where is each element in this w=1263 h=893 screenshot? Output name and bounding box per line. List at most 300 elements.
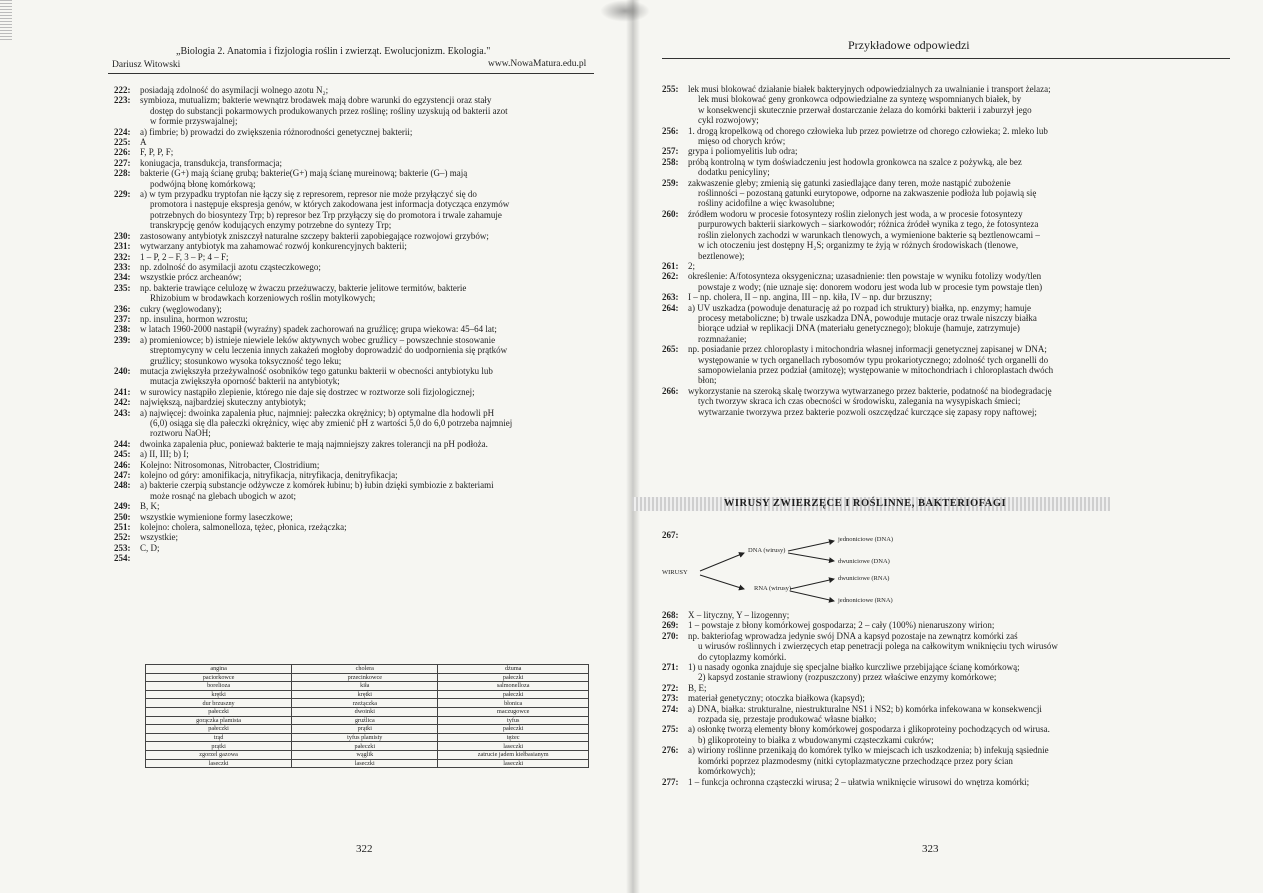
answer-line: [662, 178, 1244, 188]
table-cell: pałeczki: [438, 673, 589, 682]
answer-number: 257:: [662, 146, 679, 157]
answer-line: [114, 480, 614, 490]
answer-line: [114, 418, 614, 428]
answer-text: a) najwięcej: dwoinka zapalenia płuc, najmniej: pałeczka okrężnicy; b) optymalne dla hodowli pH: [140, 407, 495, 418]
answer-text: roślinności – pozostaną gatunki eurytopowe, odporne na zakwaszenie podłoża lub pojawią się: [698, 188, 1037, 199]
answer-text: B, E;: [688, 682, 707, 693]
section-header: WIRUSY ZWIERZĘCE I ROŚLINNE, BAKTERIOFAGI: [632, 497, 1110, 511]
table-cell: maczugowce: [438, 707, 589, 716]
answer-number: [662, 407, 688, 417]
answer-text: materiał genetyczny; otoczka białkowa (kapsyd);: [688, 693, 865, 704]
answer-text: X – lityczny, Y – lizogenny;: [688, 610, 790, 620]
table-row: [146, 733, 589, 742]
answer-text: tych tworzyw skraca ich czas obecności w środowisku, zalegania na wysypiskach śmieci;: [698, 396, 1021, 407]
answer-line: [114, 356, 614, 366]
answer-line: [114, 179, 614, 189]
answer-text: kolejno od góry: amonifikacja, nitryfikacja, nitryfikacja, denitryfikacja;: [140, 470, 398, 481]
answer-line: [114, 106, 614, 116]
table-cell: prątki: [146, 742, 292, 751]
answer-text: cykl rozwojowy;: [698, 115, 759, 126]
answer-number: 275:: [662, 724, 679, 735]
answer-number: [662, 714, 688, 724]
answer-text: purpurowych bakterii siarkowych – siarkowodór; różnica źródeł wynika z tego, że fotosynteza: [698, 219, 1039, 230]
answer-line: [662, 84, 1244, 94]
table-row: [146, 699, 589, 708]
answer-line: [662, 756, 1244, 766]
table-cell: pałeczki: [438, 725, 589, 734]
answer-number: 253:: [114, 542, 131, 553]
answer-number: [662, 323, 688, 333]
answer-text: w konsekwencji skutecznie przerwał dostarczanie żelaza do komórki bakterii i zaburzył jego: [698, 104, 1032, 115]
answer-text: w surowicy nastąpiło zlepienie, którego nie daje się dostrzec w roztworze soli fizjologicznej;: [140, 386, 475, 397]
table-cell: gorączka plamista: [146, 716, 292, 725]
answer-line: [114, 220, 614, 230]
answer-number: 269:: [662, 620, 679, 631]
answer-number: [662, 756, 688, 766]
answer-text: roślin zielonych zachodzi w warunkach tlenowych, a wymienione bakterie są beztlenowcami –: [698, 229, 1040, 240]
table-cell: dwoinki: [292, 707, 438, 716]
answer-line: [114, 408, 614, 418]
table-row: [146, 716, 589, 725]
answer-line: [662, 662, 1244, 672]
answer-line: [662, 766, 1244, 776]
diagram-dna-single: jednoniciowe (DNA): [838, 536, 894, 543]
answer-line: [114, 137, 614, 147]
answer-number: [662, 652, 688, 662]
answer-line: [114, 158, 614, 168]
answer-line: [114, 314, 614, 324]
table-cell: laseczki: [146, 759, 292, 768]
answer-number: [662, 240, 688, 250]
answer-line: [114, 262, 614, 272]
left-answers-list: [114, 85, 614, 564]
answer-number: 241:: [114, 386, 131, 397]
answer-line: [662, 407, 1244, 417]
diagram-rna-double: dwuniciowe (RNA): [838, 575, 890, 582]
answer-text: największą, najbardziej skuteczny antybiotyk;: [140, 397, 306, 408]
answer-line: [662, 115, 1244, 125]
table-cell: tyfus plamisty: [292, 733, 438, 742]
pathogen-table: [145, 664, 589, 768]
answer-text: rośliny acidofilne a więc kwasolubne;: [698, 198, 835, 209]
answer-line: [114, 210, 614, 220]
answer-text: [140, 553, 614, 563]
answer-number: 230:: [114, 230, 131, 241]
answer-text: a) w tym przypadku tryptofan nie łączy się z represorem, represor nie może przyłączyć się do: [140, 189, 477, 200]
answer-line: [114, 501, 614, 511]
answer-number: 235:: [114, 282, 131, 293]
answer-line: [662, 631, 1244, 641]
answer-text: roztworu NaOH;: [150, 428, 211, 439]
table-row: [146, 742, 589, 751]
answer-number: 236:: [114, 303, 131, 314]
answer-number: 233:: [114, 261, 131, 272]
answer-line: [662, 386, 1244, 396]
table-cell: cholera: [292, 665, 438, 674]
arrow-to-dna: [700, 553, 744, 571]
answer-line: [114, 95, 614, 105]
answer-line: [662, 240, 1244, 250]
answer-text: beztlenowe);: [698, 250, 745, 261]
answer-text: 1 – funkcja ochronna cząsteczki wirusa; 2 – ułatwia wniknięcie wirusowi do wnętrza komórki;: [688, 776, 1030, 787]
answer-text: a) wiriony roślinne przenikają do komórek tylko w miejscach ich uszkodzenia; b) infekują sąsiednie: [688, 745, 1049, 756]
answer-line: [114, 543, 614, 553]
answer-text: określenie: A/fotosynteza oksygeniczna; uzasadnienie: tlen powstaje w wyniku fotolizy wody/tlen: [688, 271, 1042, 282]
table-row: [146, 750, 589, 759]
answer-line: [662, 652, 1244, 662]
answer-text: do cytoplazmy komórki.: [698, 651, 787, 662]
answer-line: [662, 94, 1244, 104]
answer-number: 263:: [662, 292, 679, 303]
answer-text: wszystkie;: [140, 532, 178, 543]
answer-number: [662, 230, 688, 240]
answer-line: [662, 745, 1244, 755]
answer-line: [662, 146, 1244, 156]
answer-number: [662, 94, 688, 104]
table-cell: pałeczki: [438, 690, 589, 699]
answer-line: [114, 324, 614, 334]
answer-text: w latach 1960-2000 nastąpił (wyraźny) spadek zachorowań na gruźlicę; grupa wiekowa: 45–64 lat;: [140, 324, 497, 335]
answer-text: a) UV uszkadza (powoduje denaturację aż po rozpad ich struktury) białka, np. enzymy; hamuje: [688, 302, 1031, 313]
answer-text: samopowielania przez podział (amitozę); występowanie w mitochondriach i chloroplastach dwóch: [698, 364, 1054, 375]
table-cell: laseczki: [438, 759, 589, 768]
answer-number: [114, 199, 140, 209]
answer-number: [114, 356, 140, 366]
answer-number: 250:: [114, 511, 131, 522]
answer-line: [662, 693, 1244, 703]
diagram-arrows: [662, 527, 962, 609]
answer-text: F, P, P, F;: [140, 147, 174, 158]
answer-text: np. insulina, hormon wzrostu;: [140, 313, 248, 324]
answer-line: [662, 219, 1244, 229]
answer-line: [662, 157, 1244, 167]
answer-number: 240:: [114, 365, 131, 376]
diagram-rna-single: jednoniciowe (RNA): [838, 597, 893, 604]
answer-line: [662, 188, 1244, 198]
answer-number: [114, 418, 140, 428]
answer-line: [662, 334, 1244, 344]
table-cell: angina: [146, 665, 292, 674]
answer-text: posiadają zdolność do asymilacji wolnego azotu N₂;: [140, 85, 329, 95]
answer-text: b) glikoproteiny to białka z wbudowanymi cząsteczkami cukrów;: [698, 734, 934, 745]
arrow-rna-double: [790, 579, 834, 589]
answer-number: [662, 167, 688, 177]
answer-number: 226:: [114, 147, 131, 158]
answer-number: [114, 116, 140, 126]
answer-line: [662, 355, 1244, 365]
answer-text: np. bakteriofag wprowadza jedynie swój DNA a kapsyd pozostaje na zewnątrz komórki zaś: [688, 630, 1018, 641]
answer-number: 258:: [662, 156, 679, 167]
answer-number: 232:: [114, 251, 131, 262]
answer-text: próbą kontrolną w tym doświadczeniu jest hodowla gronkowca na szalce z pożywką, ale bez: [688, 156, 1022, 167]
left-header-url: www.NowaMatura.edu.pl: [488, 59, 587, 69]
answer-text: symbioza, mutualizm; bakterie wewnątrz brodawek mają dobre warunki do egzystencji oraz stały: [140, 95, 492, 106]
table-row: [146, 725, 589, 734]
answer-number: 234:: [114, 272, 131, 283]
arrow-rna-single: [790, 591, 834, 601]
answer-number: 227:: [114, 157, 131, 168]
answer-line: [114, 283, 614, 293]
table-cell: paciorkowce: [146, 673, 292, 682]
answer-line: [114, 272, 614, 282]
table-cell: pałeczki: [292, 742, 438, 751]
answer-line: [114, 439, 614, 449]
answer-number: [662, 375, 688, 385]
answer-number: 231:: [114, 241, 131, 252]
diagram-rna-label: RNA (wirusy): [754, 585, 792, 592]
left-header-rule: [108, 73, 594, 74]
answer-text: wytwarzany antybiotyk ma zahamować rozwój konkurencyjnych bakterii;: [140, 241, 407, 252]
answer-line: [114, 387, 614, 397]
table-cell: pałeczki: [146, 725, 292, 734]
answer-text: gruźlicy; stosunkowo wysoka toksyczność tego leku;: [150, 355, 342, 366]
answer-number: 259:: [662, 177, 679, 188]
table-cell: prątki: [292, 725, 438, 734]
answer-text: mutacja zwiększyła przeżywalność osobników tego gatunku bakterii w obecności antybiotyku lub: [140, 365, 493, 376]
answer-line: [662, 365, 1244, 375]
answer-number: 249:: [114, 501, 131, 512]
right-header-title: Przykładowe odpowiedzi: [848, 38, 970, 52]
diagram-dna-label: DNA (wirusy): [748, 547, 786, 554]
answer-number: [662, 188, 688, 198]
table-cell: gruźlica: [292, 716, 438, 725]
answer-text: I – np. cholera, II – np. angina, III – np. kiła, IV – np. dur brzuszny;: [688, 292, 933, 303]
answer-number: 247:: [114, 470, 131, 481]
answer-number: [662, 115, 688, 125]
left-header-author: Dariusz Witowski: [112, 60, 181, 70]
right-answers-list-bottom: [662, 610, 1244, 787]
answer-text: zastosowany antybiotyk zniszczył naturalne szczepy bakterii zapobiegające rozwojowi grzybów;: [140, 230, 489, 241]
answer-text: 1 – powstaje z błony komórkowej gospodarza; 2 – cały (100%) nienaruszony wirion;: [688, 620, 995, 631]
answer-text: rozmnażanie;: [698, 333, 747, 344]
diagram-dna-double: dwuniciowe (DNA): [838, 558, 890, 565]
answer-text: źródłem wodoru w procesie fotosyntezy roślin zielonych jest woda, a w procesie fotosyntezy: [688, 208, 1023, 219]
answer-text: a) DNA, białka: strukturalne, niestrukturalne NS1 i NS2; b) komórka infekowana w konsekwencji: [688, 703, 1042, 714]
answer-line: [662, 714, 1244, 724]
table-cell: rzeżączka: [292, 699, 438, 708]
answer-text: lek musi blokować geny gronkowca odpowiedzialne za syntezę wspomnianych białek, by: [698, 94, 1022, 105]
answer-line: [662, 303, 1244, 313]
answer-text: wszystkie wymienione formy laseczkowe;: [140, 511, 293, 522]
answer-text: występowanie w tych organellach rybosomów typu prokariotycznego; zdolność tych organelli do: [698, 354, 1049, 365]
arrow-to-rna: [700, 575, 744, 589]
answer-line: [662, 292, 1244, 302]
answer-line: [662, 704, 1244, 714]
table-cell: laseczki: [438, 742, 589, 751]
answer-number: 252:: [114, 532, 131, 543]
answer-number: 222:: [114, 85, 131, 95]
answer-line: [662, 620, 1244, 630]
table-row: [146, 690, 589, 699]
answer-text: a) osłonkę tworzą elementy błony komórkowej gospodarza i glikoproteiny pochodzących od wirusa.: [688, 724, 1050, 735]
answer-number: 242:: [114, 397, 131, 408]
answer-number: 277:: [662, 776, 679, 787]
answer-number: 238:: [114, 324, 131, 335]
answer-text: np. bakterie trawiące celulozę w żwaczu przeżuwaczy, bakterie jelitowe termitów, bakterie: [140, 282, 467, 293]
table-cell: salmonelloza: [438, 682, 589, 691]
answer-text: a) promieniowce; b) istnieje niewiele leków aktywnych wobec gruźlicy – powszechnie stosowanie: [140, 334, 496, 345]
answer-line: [114, 345, 614, 355]
table-cell: błonica: [438, 699, 589, 708]
answer-number: [662, 334, 688, 344]
table-cell: zatrucie jadem kiełbasianym: [438, 750, 589, 759]
answer-text: 1 – P, 2 – F, 3 – P; 4 – F;: [140, 251, 229, 262]
answer-text: procesy metaboliczne; b) trwale uszkadza DNA, powoduje mutacje oraz trwale niszczy białka: [698, 312, 1037, 323]
answer-text: bakterie (G+) mają ścianę grubą; bakterie(G+) mają ścianę mureinową; bakterie (G–) mają: [140, 168, 468, 179]
table-cell: krętki: [292, 690, 438, 699]
answer-text: podwójną błonę komórkową;: [150, 178, 256, 189]
table-cell: kiła: [292, 682, 438, 691]
answer-text: a) fimbrie; b) prowadzi do zwiększenia różnorodności genetycznej bakterii;: [140, 126, 413, 137]
answer-line: [114, 366, 614, 376]
answer-text: wykorzystanie na szeroką skalę tworzywa wytwarzanego przez bakterie, podatność na biodegradację: [688, 385, 1052, 396]
answer-number: [114, 345, 140, 355]
answer-line: [662, 230, 1244, 240]
answer-number: 274:: [662, 703, 679, 714]
answer-number: 237:: [114, 313, 131, 324]
table-row: [146, 707, 589, 716]
answer-number: [662, 198, 688, 208]
answer-number: [114, 376, 140, 386]
answer-text: koniugacja, transdukcja, transformacja;: [140, 157, 282, 168]
answer-line: [662, 777, 1244, 787]
answer-text: powstaje z wody; (nie uznaje się: donorem wodoru jest woda lub w procesie tym powstaje tlen): [698, 281, 1043, 292]
right-page: [632, 0, 1263, 893]
answer-number: [662, 766, 688, 776]
answer-text: zakwaszenie gleby; zmienią się gatunki zasiedlające dany teren, może nastąpić zubożenie: [688, 177, 1011, 188]
table-cell: tężec: [438, 733, 589, 742]
answer-text: potrzebnych do biosyntezy Trp; b) represor bez Trp przyłączy się do promotora i trwale zahamuje: [150, 209, 502, 220]
right-page-number: 323: [922, 843, 939, 855]
arrow-dna-double: [788, 553, 834, 561]
answer-number: 224:: [114, 126, 131, 137]
answer-line: [114, 522, 614, 532]
answer-number: [662, 396, 688, 406]
answer-text: w formie przyswajalnej;: [150, 116, 238, 127]
answer-text: (6,0) osiąga się dla pałeczki okrężnicy, więc aby zmienić pH z wartości 5,0 do 6,0 potrzeba najmniej: [150, 418, 513, 428]
answer-number: [662, 365, 688, 375]
answer-line: [662, 610, 1244, 620]
answer-text: w ich otoczeniu jest dostępny H₂S; organizmy te żyją w różnych środowiskach (tlenowe,: [698, 240, 1019, 251]
table-cell: dur brzuszny: [146, 699, 292, 708]
answer-number: 223:: [114, 95, 131, 106]
answer-number: [662, 672, 688, 682]
answer-line: [114, 376, 614, 386]
answer-text: wszystkie prócz archeanów;: [140, 272, 242, 283]
table-row: [146, 665, 589, 674]
answer-text: dostęp do substancji pokarmowych produkowanych przez roślinę; rośliny uzyskują od bakterii azot: [150, 105, 508, 116]
answer-line: [662, 271, 1244, 281]
answer-line: [114, 553, 614, 563]
answer-line: [662, 323, 1244, 333]
answer-line: [114, 85, 614, 95]
answer-text: promotora i następuje ekspresja genów, w których zakodowana jest informacja dotycząca enzymów: [150, 199, 510, 210]
answer-line: [114, 189, 614, 199]
answer-number: 243:: [114, 407, 131, 418]
answer-text: streptomycyny w celu leczenia innych zakażeń mogłoby doprowadzić do uodpornienia się prątków: [150, 345, 508, 356]
arrow-dna-single: [788, 541, 834, 551]
answer-text: kolejno: cholera, salmonelloza, tężec, płonica, rzeżączka;: [140, 522, 347, 533]
answer-line: [114, 397, 614, 407]
virus-classification-diagram: [662, 527, 962, 609]
answer-text: np. zdolność do asymilacji azotu cząsteczkowego;: [140, 261, 321, 272]
answer-line: [114, 428, 614, 438]
answer-line: [114, 168, 614, 178]
answer-number: 276:: [662, 745, 679, 756]
answer-text: komórki poprzez plazmodesmy (nitki cytoplazmatyczne przechodzące przez pory ścian: [698, 755, 1013, 766]
answer-line: [114, 491, 614, 501]
table-cell: krętki: [146, 690, 292, 699]
answer-text: mutacja zwiększyła oporność bakterii na antybiotyk;: [150, 376, 340, 387]
answer-line: [114, 512, 614, 522]
left-header-title: „Biologia 2. Anatomia i fizjologia roślin i zwierząt. Ewolucjonizm. Ekologia.": [176, 46, 491, 57]
answer-text: grypa i poliomyelitis lub odra;: [688, 146, 798, 157]
answer-number: [662, 355, 688, 365]
answer-text: 1) u nasady ogonka znajduje się specjalne białko kurczliwe przebijające ścianę komórkową;: [688, 662, 1020, 673]
answer-text: mięso od chorych krów;: [698, 136, 786, 147]
answer-number: 265:: [662, 344, 679, 355]
right-header-rule: [662, 58, 1230, 59]
answer-line: [114, 147, 614, 157]
answer-line: [662, 136, 1244, 146]
answer-number: 260:: [662, 208, 679, 219]
table-cell: przecinkowce: [292, 673, 438, 682]
answer-number: 244:: [114, 438, 131, 449]
answer-line: [662, 672, 1244, 682]
answer-line: [114, 116, 614, 126]
answer-number: 261:: [662, 260, 679, 271]
answer-text: A: [140, 137, 147, 148]
answer-number: 246:: [114, 459, 131, 470]
answer-line: [662, 261, 1244, 271]
answer-line: [114, 532, 614, 542]
answer-text: C, D;: [140, 542, 160, 553]
answer-number: 248:: [114, 480, 131, 491]
q267-label: 267:: [662, 530, 679, 540]
answer-number: 272:: [662, 682, 679, 693]
answer-number: 251:: [114, 522, 131, 533]
answer-line: [114, 460, 614, 470]
answer-number: [662, 136, 688, 146]
answer-number: [662, 251, 688, 261]
answer-number: 266:: [662, 385, 679, 396]
answer-line: [662, 126, 1244, 136]
answer-line: [662, 375, 1244, 385]
answer-number: [114, 293, 140, 303]
answer-line: [662, 105, 1244, 115]
answer-number: [662, 219, 688, 229]
answer-number: [114, 106, 140, 116]
answer-line: [662, 683, 1244, 693]
answer-text: a) bakterie czerpią substancje odżywcze z komórek łubinu; b) łubin dzięki symbiozie z bakteriami: [140, 480, 494, 491]
answer-line: [662, 724, 1244, 734]
answer-line: [662, 251, 1244, 261]
table-row: [146, 673, 589, 682]
answer-line: [114, 231, 614, 241]
table-cell: borelioza: [146, 682, 292, 691]
answer-line: [662, 344, 1244, 354]
answer-line: [114, 304, 614, 314]
answer-number: [114, 428, 140, 438]
answer-number: 255:: [662, 84, 679, 94]
answer-number: [114, 491, 140, 501]
table-cell: dżuma: [438, 665, 589, 674]
table-cell: tyfus: [438, 716, 589, 725]
answer-number: [114, 179, 140, 189]
answer-line: [114, 449, 614, 459]
answer-number: [662, 105, 688, 115]
answer-line: [114, 335, 614, 345]
